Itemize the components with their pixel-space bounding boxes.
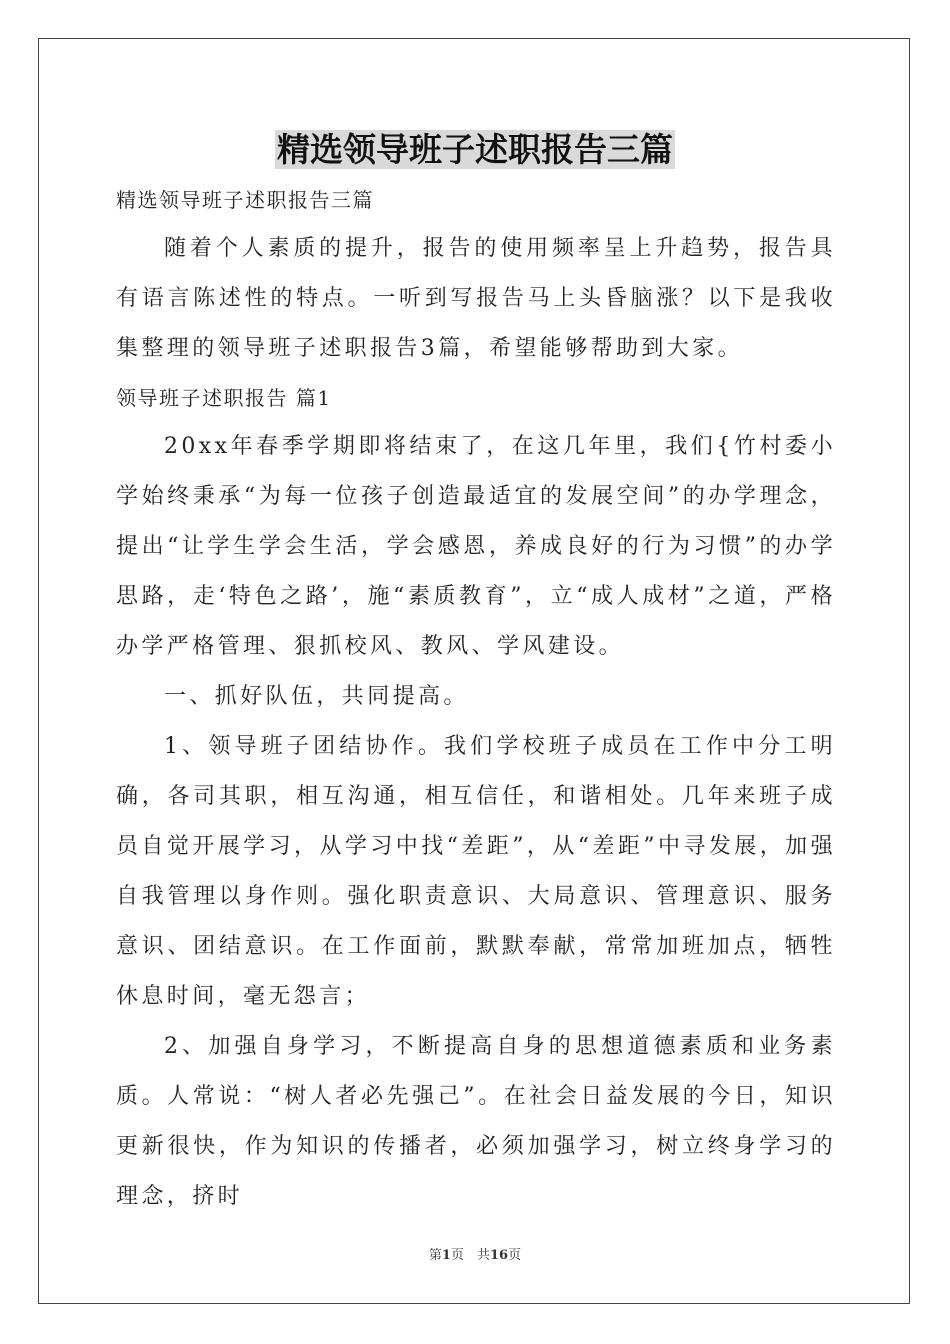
document-subtitle: 精选领导班子述职报告三篇 (116, 188, 374, 212)
paragraph-2: 1、领导班子团结协作。我们学校班子成员在工作中分工明确，各司其职，相互沟通，相互信任，和谐相处。几年来班子成员自觉开展学习，从学习中找“差距”，从“差距”中寻发展，加强自我管理以身作则。强化职责意识、大局意识、管理意识、服务意识、团结意识。在工作面前，默默奉献，常常加班加点，牺牲休息时间，毫无怨言； (116, 734, 836, 1009)
intro-paragraph: 随着个人素质的提升，报告的使用频率呈上升趋势，报告具有语言陈述性的特点。一听到写报告马上头昏脑涨？以下是我收集整理的领导班子述职报告3篇，希望能够帮助到大家。 (116, 236, 836, 361)
footer-page-number: 1 (441, 1248, 451, 1263)
footer-mid: 页 共 (450, 1248, 490, 1263)
footer-suffix: 页 (508, 1248, 522, 1263)
section-heading: 领导班子述职报告 篇1 (116, 386, 332, 410)
point-heading-1: 一、抓好队伍，共同提高。 (164, 684, 469, 709)
page-footer (0, 1244, 950, 1263)
document-body (116, 176, 836, 1222)
paragraph-1: 20xx年春季学期即将结束了，在这几年里，我们{竹村委小学始终秉承“为每一位孩子创造最适宜的发展空间”的办学理念，提出“让学生学会生活，学会感恩，养成良好的行为习惯”的办学思路，走‘特色之路’，施“素质教育”，立“成人成材”之道，严格办学严格管理、狠抓校风、教风、学风建设。 (116, 434, 836, 659)
footer-prefix: 第 (428, 1248, 442, 1263)
document-title-text: 精选领导班子述职报告三篇 (277, 130, 673, 169)
document-title (0, 126, 950, 174)
footer-page-total: 16 (489, 1248, 509, 1263)
paragraph-3: 2、加强自身学习，不断提高自身的思想道德素质和业务素质。人常说：“树人者必先强己”。在社会日益发展的今日，知识更新很快，作为知识的传播者，必须加强学习，树立终身学习的理念，挤时 (116, 1034, 836, 1209)
